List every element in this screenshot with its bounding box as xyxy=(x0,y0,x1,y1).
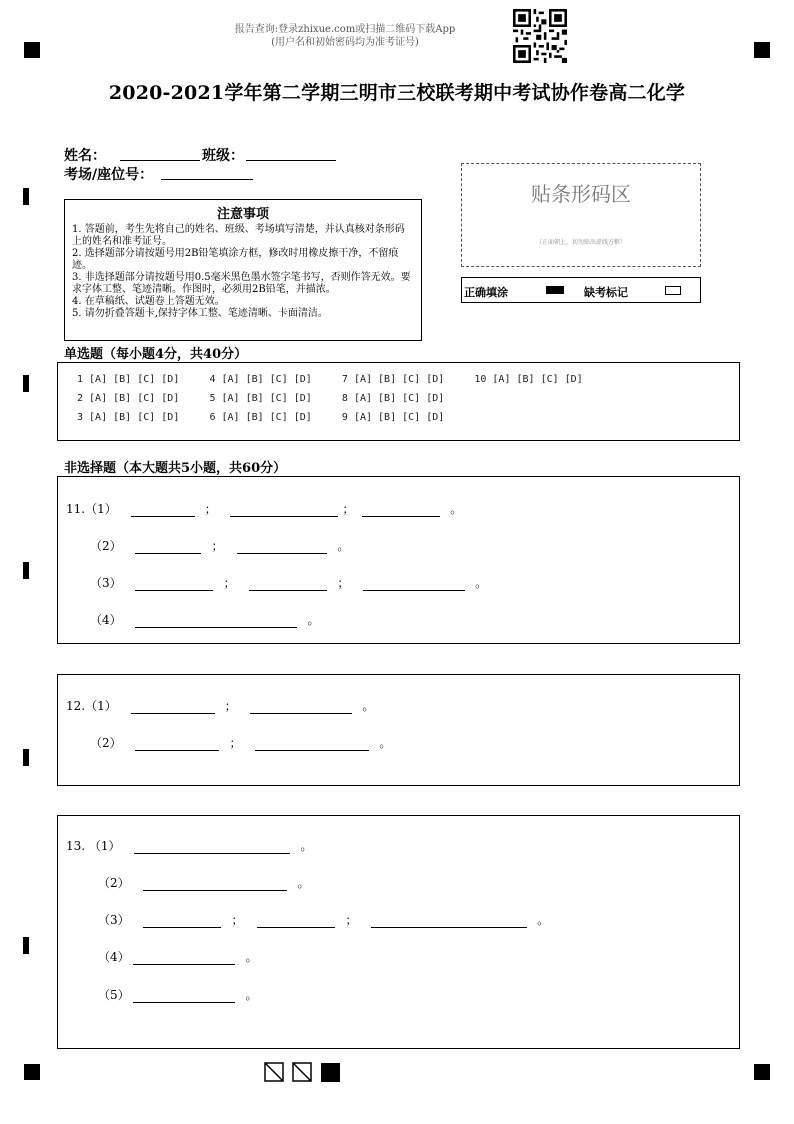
page-code-marks xyxy=(264,1062,342,1084)
part-label: 13. （1） xyxy=(66,839,121,853)
name-field[interactable] xyxy=(120,160,200,161)
notice-line: 1. 答题前，考生先将自己的姓名、班级、考场填写清楚，并认真核对条形码上的姓名和准考证号。 xyxy=(72,224,405,247)
period: 。 xyxy=(337,539,350,553)
absent-mark-label: 缺考标记 xyxy=(584,286,628,299)
semicolon: ； xyxy=(342,502,355,516)
open-section-title: 非选择题（本大题共5小题，共60分） xyxy=(64,461,287,476)
answer-blank[interactable] xyxy=(255,738,369,751)
q12-part2 xyxy=(90,734,401,751)
semicolon: ； xyxy=(224,699,237,713)
period: 。 xyxy=(362,699,375,713)
semicolon: ； xyxy=(231,913,244,927)
registration-mark-bl xyxy=(24,1064,40,1080)
fill-legend xyxy=(461,277,701,303)
semicolon: ； xyxy=(211,539,224,553)
registration-mark-br xyxy=(754,1064,770,1080)
part-label: （4） xyxy=(98,950,130,964)
notice-line: 3. 非选择题部分请按题号用0.5毫米黑色墨水签字笔书写，否则作答无效。要求字体工整、笔迹清晰。作图时，必须用2B铅笔，并描浓。 xyxy=(72,272,411,295)
report-hint xyxy=(200,23,490,49)
semicolon: ； xyxy=(229,736,242,750)
report-hint-line1: 报告查询:登录zhixue.com或扫描二维码下载App xyxy=(234,24,456,35)
registration-mark-tr xyxy=(754,42,770,58)
correct-fill-label: 正确填涂 xyxy=(464,286,508,299)
answer-blank[interactable] xyxy=(135,738,219,751)
q11-part2 xyxy=(90,537,359,554)
timing-mark xyxy=(23,937,29,954)
answer-blank[interactable] xyxy=(371,915,527,928)
absent-mark-checkbox[interactable] xyxy=(665,286,681,295)
page-title: 2020-2021学年第二学期三明市三校联考期中考试协作卷高二化学 xyxy=(108,82,686,104)
period: 。 xyxy=(297,876,310,890)
answer-blank[interactable] xyxy=(135,578,213,591)
mc-row[interactable]: 1 [A] [B] [C] [D] 4 [A] [B] [C] [D] 7 [A] [B] [C] [D] 10 [A] [B] [C] [D] xyxy=(77,374,583,385)
semicolon: ； xyxy=(223,576,236,590)
q13-part2 xyxy=(98,874,319,891)
mc-section-title: 单选题（每小题4分，共40分） xyxy=(64,347,248,362)
q12-box xyxy=(57,674,740,786)
answer-blank[interactable] xyxy=(237,541,327,554)
barcode-note: （正面朝上，切勿贴出虚线方框） xyxy=(535,239,626,246)
period: 。 xyxy=(245,988,258,1002)
part-label: 11.（1） xyxy=(66,502,117,516)
answer-blank[interactable] xyxy=(250,701,352,714)
answer-blank[interactable] xyxy=(143,915,221,928)
answer-blank[interactable] xyxy=(249,578,327,591)
period: 。 xyxy=(475,576,488,590)
registration-mark-tl xyxy=(24,42,40,58)
mc-row[interactable]: 2 [A] [B] [C] [D] 5 [A] [B] [C] [D] 8 [A] [B] [C] [D] xyxy=(77,393,445,404)
timing-mark xyxy=(23,188,29,205)
seat-field[interactable] xyxy=(161,179,253,180)
q13-part1 xyxy=(66,837,322,854)
q13-part5 xyxy=(98,986,267,1003)
timing-mark xyxy=(23,375,29,392)
answer-blank[interactable] xyxy=(131,504,195,517)
period: 。 xyxy=(537,913,550,927)
answer-blank[interactable] xyxy=(133,952,235,965)
period: 。 xyxy=(450,502,463,516)
q11-part1 xyxy=(66,500,472,517)
part-label: （5） xyxy=(98,988,130,1002)
qr-code-icon xyxy=(513,9,567,63)
answer-blank[interactable] xyxy=(131,701,215,714)
semicolon: ； xyxy=(204,502,217,516)
part-label: （2） xyxy=(98,876,130,890)
answer-blank[interactable] xyxy=(135,615,297,628)
answer-blank[interactable] xyxy=(143,878,287,891)
q12-part1 xyxy=(66,697,384,714)
correct-fill-sample xyxy=(546,286,564,294)
period: 。 xyxy=(379,736,392,750)
answer-blank[interactable] xyxy=(363,578,465,591)
timing-mark xyxy=(23,562,29,579)
notice-line: 4. 在草稿纸、试题卷上答题无效。 xyxy=(72,296,225,307)
answer-blank[interactable] xyxy=(362,504,440,517)
notice-title: 注意事项 xyxy=(216,207,269,222)
part-label: （4） xyxy=(90,613,122,627)
class-field[interactable] xyxy=(246,160,336,161)
report-hint-line2: (用户名和初始密码均为准考证号) xyxy=(271,37,419,48)
name-label: 姓名： xyxy=(64,148,106,164)
answer-blank[interactable] xyxy=(230,504,338,517)
mc-row[interactable]: 3 [A] [B] [C] [D] 6 [A] [B] [C] [D] 9 [A] [B] [C] [D] xyxy=(77,412,445,423)
part-label: （2） xyxy=(90,736,122,750)
answer-blank[interactable] xyxy=(257,915,335,928)
notice-box xyxy=(64,199,422,341)
q13-part4 xyxy=(98,948,267,965)
timing-mark xyxy=(23,749,29,766)
q13-part3 xyxy=(98,911,559,928)
part-label: （3） xyxy=(98,913,130,927)
period: 。 xyxy=(300,839,313,853)
answer-blank[interactable] xyxy=(134,841,290,854)
period: 。 xyxy=(307,613,320,627)
period: 。 xyxy=(245,950,258,964)
notice-line: 5. 请勿折叠答题卡,保持字体工整、笔迹清晰、卡面清洁。 xyxy=(72,308,328,319)
semicolon: ； xyxy=(337,576,350,590)
q11-part4 xyxy=(90,611,329,628)
answer-blank[interactable] xyxy=(135,541,201,554)
seat-label: 考场/座位号： xyxy=(64,167,154,183)
notice-line: 2. 选择题部分请按题号用2B铅笔填涂方框，修改时用橡皮擦干净，不留痕迹。 xyxy=(72,248,399,271)
part-label: 12.（1） xyxy=(66,699,117,713)
class-label: 班级： xyxy=(202,148,244,164)
q11-part3 xyxy=(90,574,497,591)
part-label: （3） xyxy=(90,576,122,590)
part-label: （2） xyxy=(90,539,122,553)
barcode-title: 贴条形码区 xyxy=(531,182,631,206)
barcode-area[interactable] xyxy=(461,163,701,267)
answer-blank[interactable] xyxy=(133,990,235,1003)
semicolon: ； xyxy=(345,913,358,927)
